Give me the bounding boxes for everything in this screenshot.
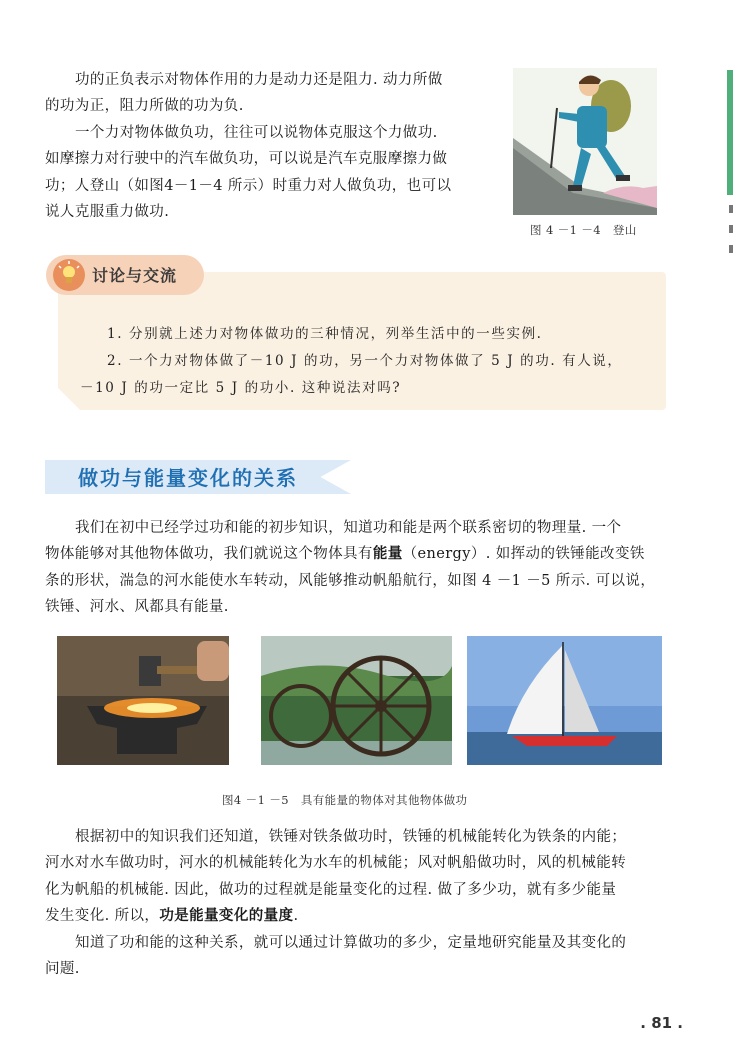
key-statement: 功是能量变化的量度 [159, 907, 294, 925]
text-line: 问题. [45, 961, 80, 978]
text-line: 的功为正，阻力所做的功为负. [45, 98, 244, 115]
text-line: 条的形状，湍急的河水能使水车转动，风能够推动帆船航行，如图 4 －1 －5 所示. 可以说， [45, 572, 656, 589]
text-line: 如摩擦力对行驶中的汽车做负功，可以说是汽车克服摩擦力做 [45, 151, 448, 168]
intro-paragraph [45, 67, 451, 225]
photo-hammer-anvil [57, 636, 229, 765]
section-title: 做功与能量变化的关系 [78, 466, 298, 490]
discussion-title: 讨论与交流 [92, 266, 178, 285]
figure-caption: 图 4 －1 －4 登山 [530, 223, 637, 237]
discussion-item: 2. 一个力对物体做了－10 J 的功，另一个力对物体做了 5 J 的功. 有人说， [107, 353, 623, 369]
conclusion-paragraph [45, 824, 626, 982]
text-span: . [293, 908, 299, 925]
text-line: 知道了功和能的这种关系，就可以通过计算做功的多少，定量地研究能量及其变化的 [75, 934, 627, 951]
chapter-side-tab [727, 70, 733, 195]
text-line: 功的正负表示对物体作用的力是动力还是阻力. 动力所做 [75, 72, 443, 88]
side-mark [729, 205, 733, 213]
photo-waterwheel [261, 636, 452, 765]
text-line: 化为帆船的机械能. 因此，做功的过程就是能量变化的过程. 做了多少功，就有多少能量 [45, 881, 617, 898]
figure-caption: 图4 －1 －5 具有能量的物体对其他物体做功 [222, 793, 468, 807]
text-line: 铁锤、河水、风都具有能量. [45, 599, 229, 616]
hiker-illustration [513, 68, 657, 215]
discussion-item: －10 J 的功一定比 5 J 的功小. 这种说法对吗? [80, 380, 402, 396]
photo-sailboat [467, 636, 662, 765]
text-line: 根据初中的知识我们还知道，铁锤对铁条做功时，铁锤的机械能转化为铁条的内能； [75, 829, 627, 845]
text-span: 发生变化. 所以， [45, 908, 160, 925]
text-line: 说人克服重力做功. [45, 204, 170, 221]
text-line [45, 541, 655, 567]
text-line: 功；人登山（如图4－1－4 所示）时重力对人做负功，也可以 [45, 177, 452, 194]
lightbulb-icon [52, 258, 86, 292]
side-mark [729, 245, 733, 253]
text-line [45, 903, 626, 929]
page-number: . 81 . [640, 1014, 683, 1032]
side-mark [729, 225, 733, 233]
energy-paragraph [45, 515, 655, 621]
text-line: 一个力对物体做负功，往往可以说物体克服这个力做功. [75, 124, 438, 141]
discussion-item: 1. 分别就上述力对物体做功的三种情况，列举生活中的一些实例. [107, 326, 543, 342]
text-span: 物体能够对其他物体做功，我们就说这个物体具有 [45, 546, 373, 563]
text-line: 我们在初中已经学过功和能的初步知识，知道功和能是两个联系密切的物理量. 一个 [75, 520, 622, 536]
text-line: 河水对水车做功时，河水的机械能转化为水车的机械能；风对帆船做功时，风的机械能转 [45, 855, 627, 872]
term-energy: 能量 [372, 545, 403, 563]
text-span: （energy）. 如挥动的铁锤能改变铁 [402, 546, 645, 563]
